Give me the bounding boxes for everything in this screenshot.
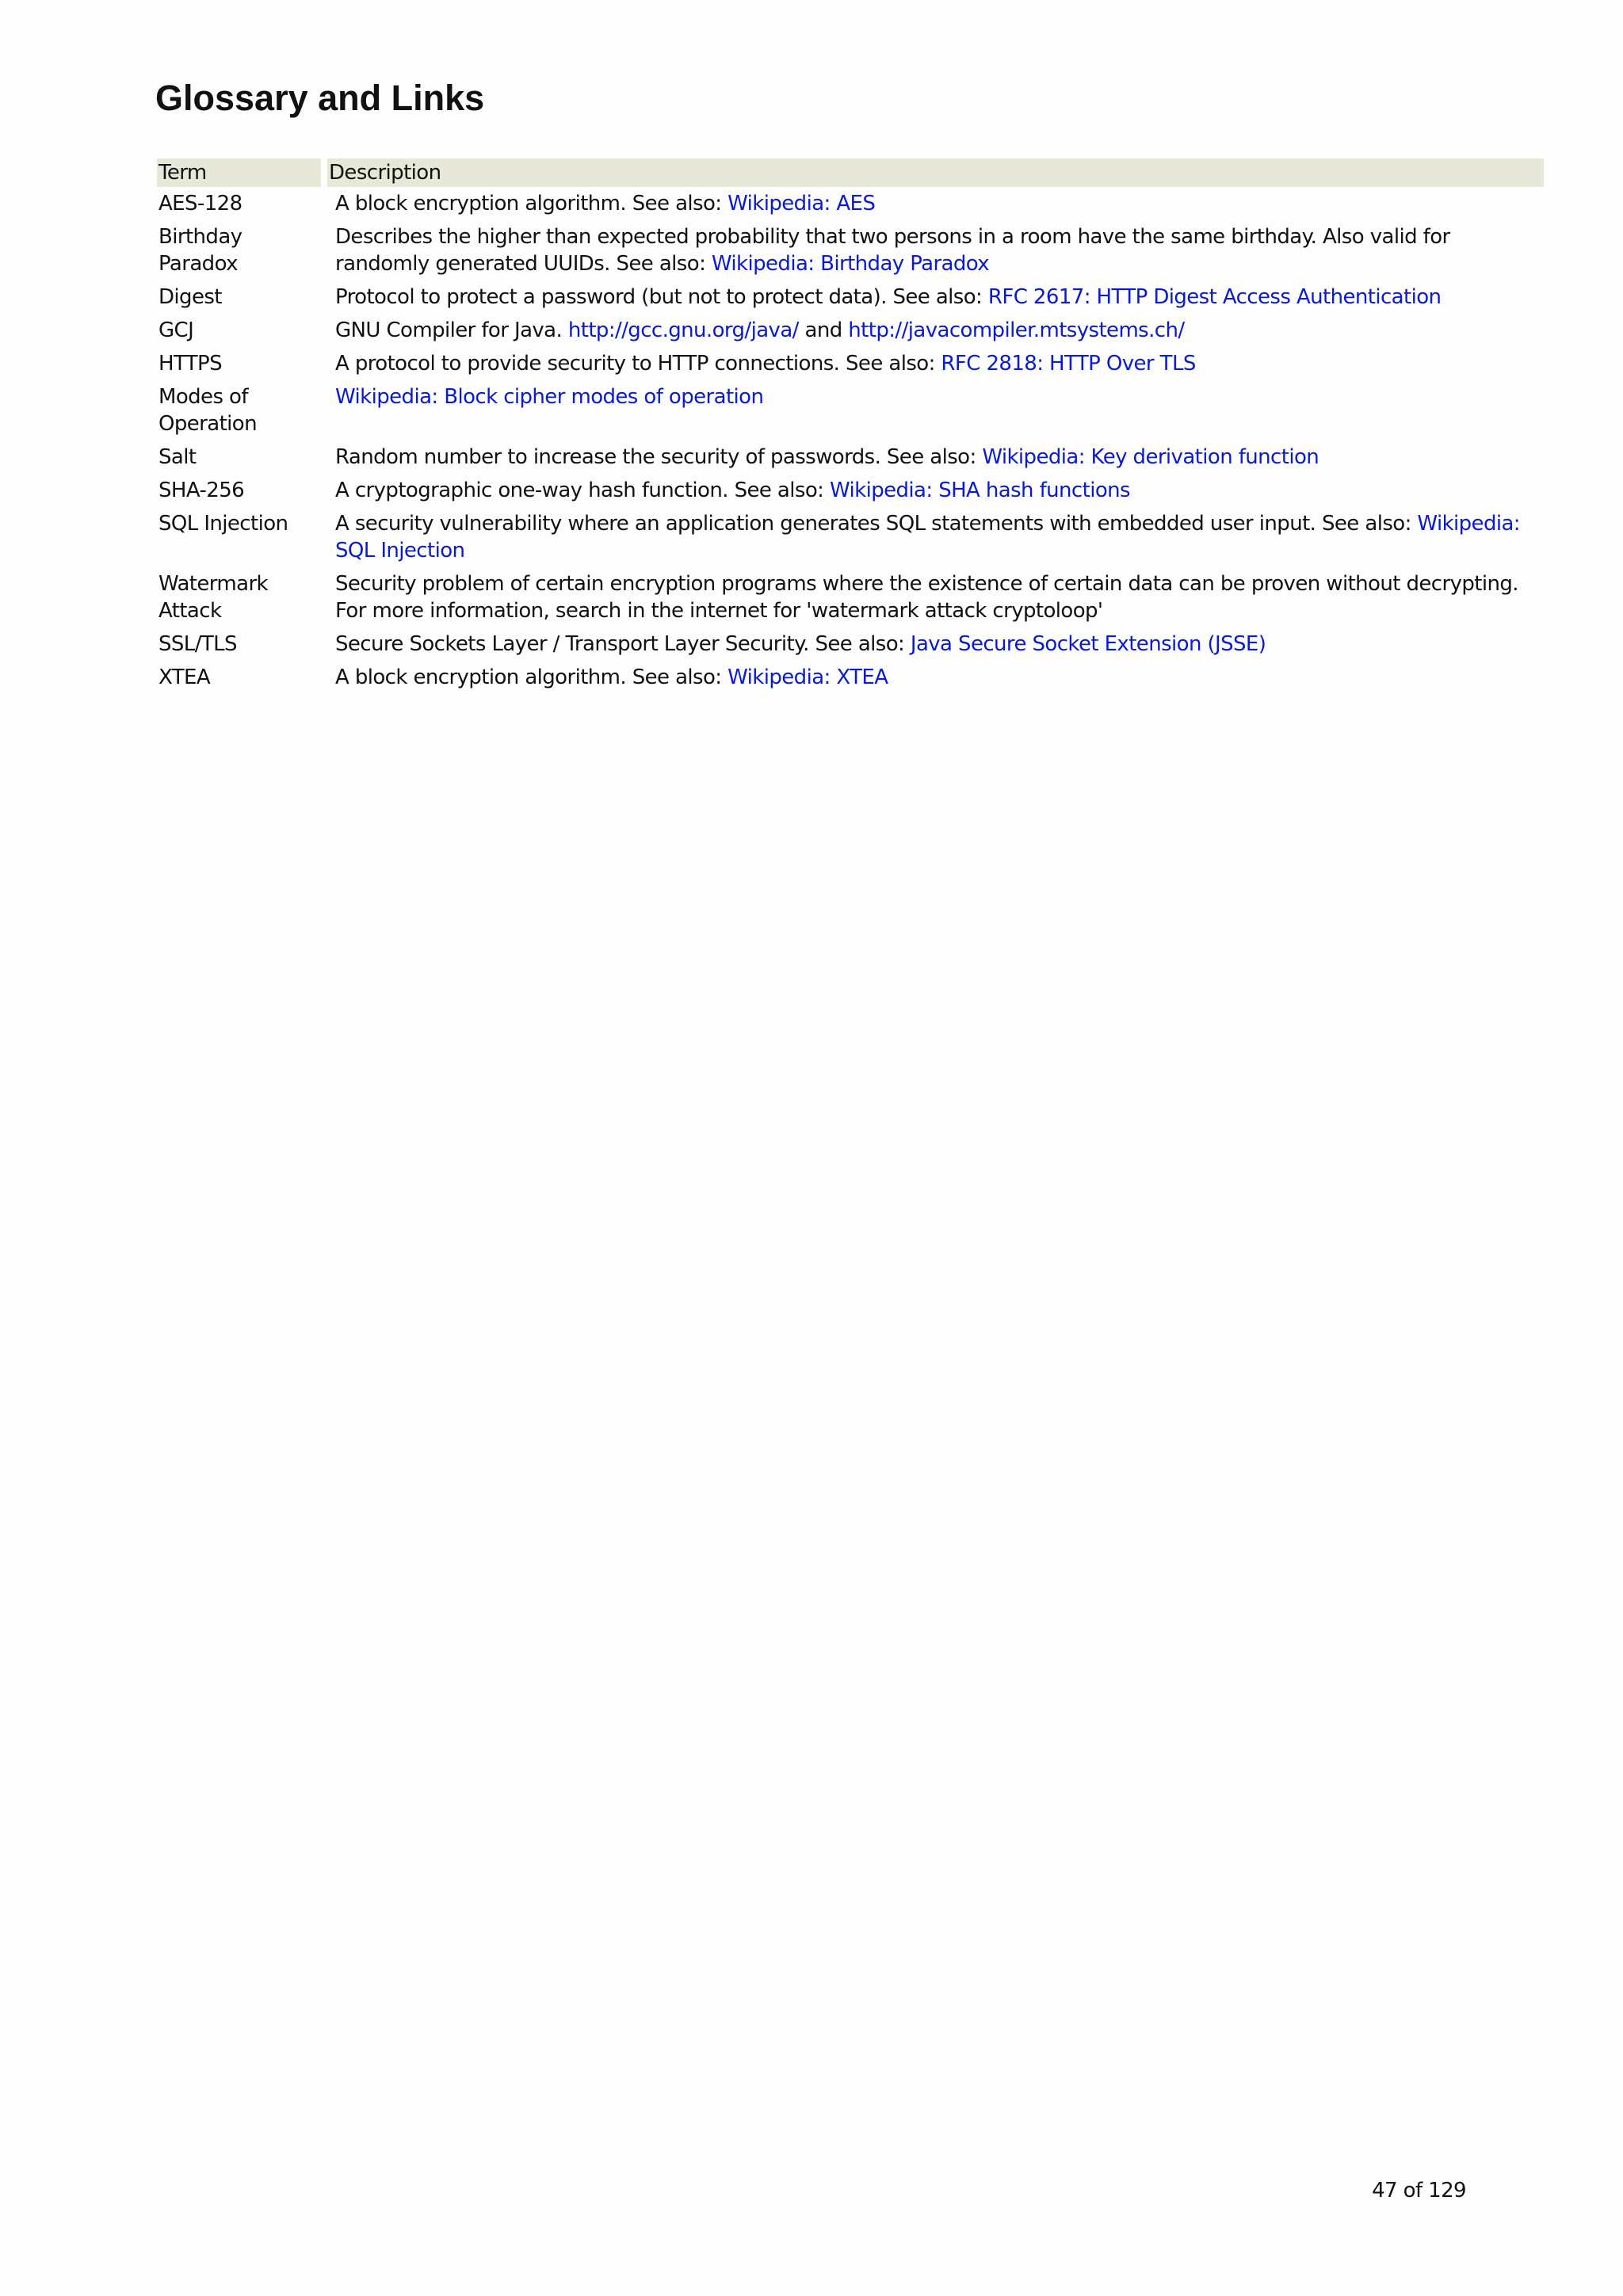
glossary-description [327,280,1544,314]
glossary-term: SSL/TLS [158,632,237,656]
description-text: Secure Sockets Layer / Transport Layer Security. See also: [335,632,911,656]
glossary-row [157,661,1544,694]
glossary-term: Watermark Attack [158,572,269,623]
reference-link[interactable]: Wikipedia: Block cipher modes of operation [335,385,764,409]
reference-link[interactable]: Wikipedia: Birthday Paradox [711,252,990,276]
glossary-term: AES-128 [158,192,242,215]
reference-link[interactable]: Wikipedia: SHA hash functions [829,479,1130,502]
description-text: A security vulnerability where an application generates SQL statements with embedded user input. See also: [335,512,1418,536]
glossary-table [157,158,1544,694]
glossary-row [157,474,1544,507]
reference-link[interactable]: http://javacompiler.mtsystems.ch/ [848,318,1185,342]
reference-link[interactable]: Wikipedia: SQL Injection [335,512,1520,563]
glossary-description [327,187,1544,220]
description-text: A block encryption algorithm. See also: [335,192,728,215]
glossary-description [327,474,1544,507]
glossary-description [327,347,1544,380]
glossary-row [157,507,1544,567]
glossary-row [157,280,1544,314]
glossary-row [157,187,1544,220]
glossary-term: XTEA [158,666,211,689]
glossary-row [157,567,1544,627]
glossary-description [327,567,1544,627]
glossary-row [157,441,1544,474]
glossary-description [327,220,1544,280]
reference-link[interactable]: Wikipedia: AES [727,192,876,215]
glossary-description [327,314,1544,347]
reference-link[interactable]: RFC 2818: HTTP Over TLS [941,352,1196,376]
glossary-term: SQL Injection [158,512,288,536]
page-title: Glossary and Links [155,78,485,118]
glossary-description [327,627,1544,661]
page-number: 47 of 129 [1372,2179,1466,2203]
glossary-row [157,314,1544,347]
glossary-description [327,441,1544,474]
column-header-description: Description [327,158,1544,187]
reference-link[interactable]: Wikipedia: Key derivation function [982,445,1319,469]
description-text: Random number to increase the security of passwords. See also: [335,445,983,469]
description-text: A block encryption algorithm. See also: [335,666,728,689]
reference-link[interactable]: Wikipedia: XTEA [727,666,888,689]
column-header-term: Term [157,158,327,187]
description-text: A cryptographic one-way hash function. See also: [335,479,830,502]
glossary-header-row [157,158,1544,187]
reference-link[interactable]: RFC 2617: HTTP Digest Access Authentication [987,285,1442,309]
glossary-row [157,380,1544,441]
glossary-description [327,380,1544,441]
glossary-term: Birthday Paradox [158,225,242,276]
glossary-row [157,627,1544,661]
reference-link[interactable]: Java Secure Socket Extension (JSSE) [910,632,1266,656]
glossary-description [327,661,1544,694]
description-text: Security problem of certain encryption programs where the existence of certain data can be proven without decrypting. For more information, search in the internet for 'watermark attack cryptoloop' [335,572,1518,623]
description-text: and [798,318,849,342]
glossary-body [157,187,1544,694]
description-text: Describes the higher than expected probability that two persons in a room have the same birthday. Also valid for randomly generated UUIDs. See also: [335,225,1450,276]
reference-link[interactable]: http://gcc.gnu.org/java/ [567,318,799,342]
description-text: Protocol to protect a password (but not to protect data). See also: [335,285,988,309]
glossary-row [157,347,1544,380]
glossary-term: Salt [158,445,197,469]
glossary-term: HTTPS [158,352,223,376]
glossary-term: GCJ [158,318,194,342]
glossary-term: SHA-256 [158,479,245,502]
glossary-row [157,220,1544,280]
description-text: A protocol to provide security to HTTP connections. See also: [335,352,941,376]
glossary-term: Modes of Operation [158,385,257,436]
glossary-description [327,507,1544,567]
glossary-term: Digest [158,285,222,309]
description-text: GNU Compiler for Java. [335,318,568,342]
